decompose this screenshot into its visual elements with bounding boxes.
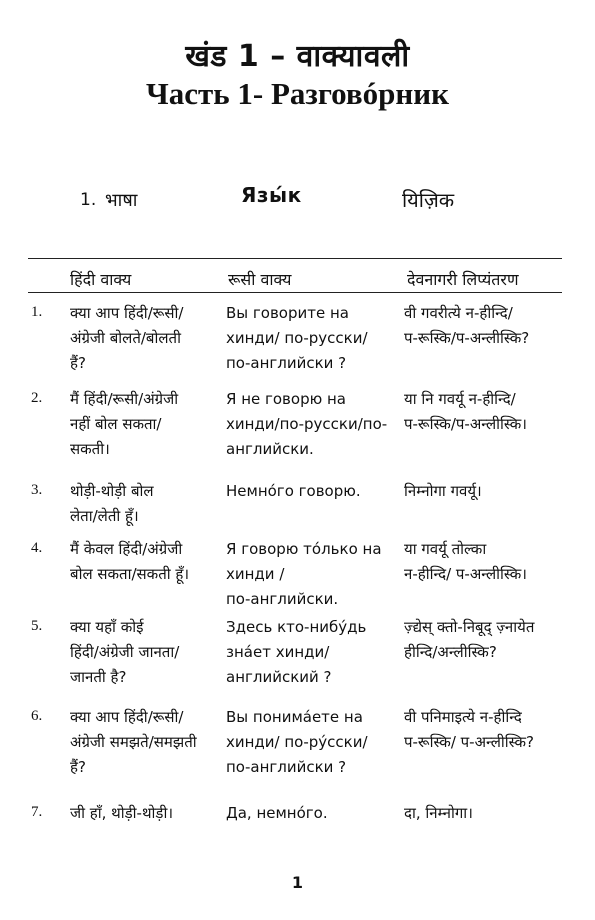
section-number: 1. xyxy=(80,190,97,210)
column-header-hindi: हिंदी वाक्य xyxy=(70,270,132,289)
row-number: 3. xyxy=(31,482,43,498)
devanagari-transliteration: निम्नोगा गवर्यू। xyxy=(404,482,482,500)
hindi-sentence: मैं केवल हिंदी/अंग्रेजी बोल सकता/सकती हूँ। xyxy=(70,540,190,583)
russian-sentence: Здесь кто-нибу́дь знáет хинди/ английский ? xyxy=(226,618,367,686)
row-number: 6. xyxy=(31,708,43,724)
section-title-transliteration: यिज़िक xyxy=(402,188,455,212)
page-title-russian: Часть 1- Разговóрник xyxy=(146,76,449,111)
hindi-sentence: क्या आप हिंदी/रूसी/ अंग्रेजी बोलते/बोलती हैं? xyxy=(70,304,184,372)
column-header-transliteration: देवनागरी लिप्यंतरण xyxy=(407,270,519,289)
section-title-russian: Язы́к xyxy=(241,183,302,207)
russian-sentence: Да, немнóго. xyxy=(226,804,328,822)
section-title-hindi: भाषा xyxy=(105,190,138,211)
column-header-russian: रूसी वाक्य xyxy=(228,270,292,289)
russian-sentence: Вы говорите на хинди/ по-русски/ по-английски ? xyxy=(226,304,368,372)
hindi-sentence: थोड़ी-थोड़ी बोल लेता/लेती हूँ। xyxy=(70,482,154,525)
russian-sentence: Я говорю тóлько на хинди / по-английски. xyxy=(226,540,382,608)
devanagari-transliteration: या गवर्यू तोल्का न-हीन्दि/ प-अन्लीस्कि। xyxy=(404,540,527,583)
hindi-sentence: क्या यहाँ कोई हिंदी/अंग्रेजी जानता/ जानती है? xyxy=(70,618,180,686)
page-number: 1 xyxy=(291,873,304,892)
table-top-rule xyxy=(28,258,562,259)
devanagari-transliteration: दा, निम्नोगा। xyxy=(404,804,473,822)
hindi-sentence: मैं हिंदी/रूसी/अंग्रेजी नहीं बोल सकता/ सकती। xyxy=(70,390,179,458)
table-header-rule xyxy=(28,292,562,293)
devanagari-transliteration: या नि गवर्यू न-हीन्दि/ प-रूस्कि/प-अन्लीस्कि। xyxy=(404,390,527,433)
devanagari-transliteration: ज़्द्येस् क्तो-निबूद् ज़्नायेत हीन्दि/अन्लीस्कि? xyxy=(404,618,535,661)
russian-sentence: Немнóго говорю. xyxy=(226,482,361,500)
row-number: 2. xyxy=(31,390,43,406)
row-number: 1. xyxy=(31,304,43,320)
row-number: 5. xyxy=(31,618,43,634)
hindi-sentence: क्या आप हिंदी/रूसी/ अंग्रेजी समझते/समझती हैं? xyxy=(70,708,197,776)
russian-sentence: Вы понимáете на хинди/ по-ру́сски/ по-английски ? xyxy=(226,708,368,776)
hindi-sentence: जी हाँ, थोड़ी-थोड़ी। xyxy=(70,804,174,822)
row-number: 7. xyxy=(31,804,43,820)
row-number: 4. xyxy=(31,540,43,556)
devanagari-transliteration: वी गवरीत्ये न-हीन्दि/ प-रूस्कि/प-अन्लीस्कि? xyxy=(404,304,530,347)
devanagari-transliteration: वी पनिमाइत्ये न-हीन्दि प-रूस्कि/ प-अन्लीस्कि? xyxy=(404,708,534,751)
page-title-hindi: खंड 1 – वाक्यावली xyxy=(185,39,410,74)
russian-sentence: Я не говорю на хинди/по-русски/по- английски. xyxy=(226,390,388,458)
